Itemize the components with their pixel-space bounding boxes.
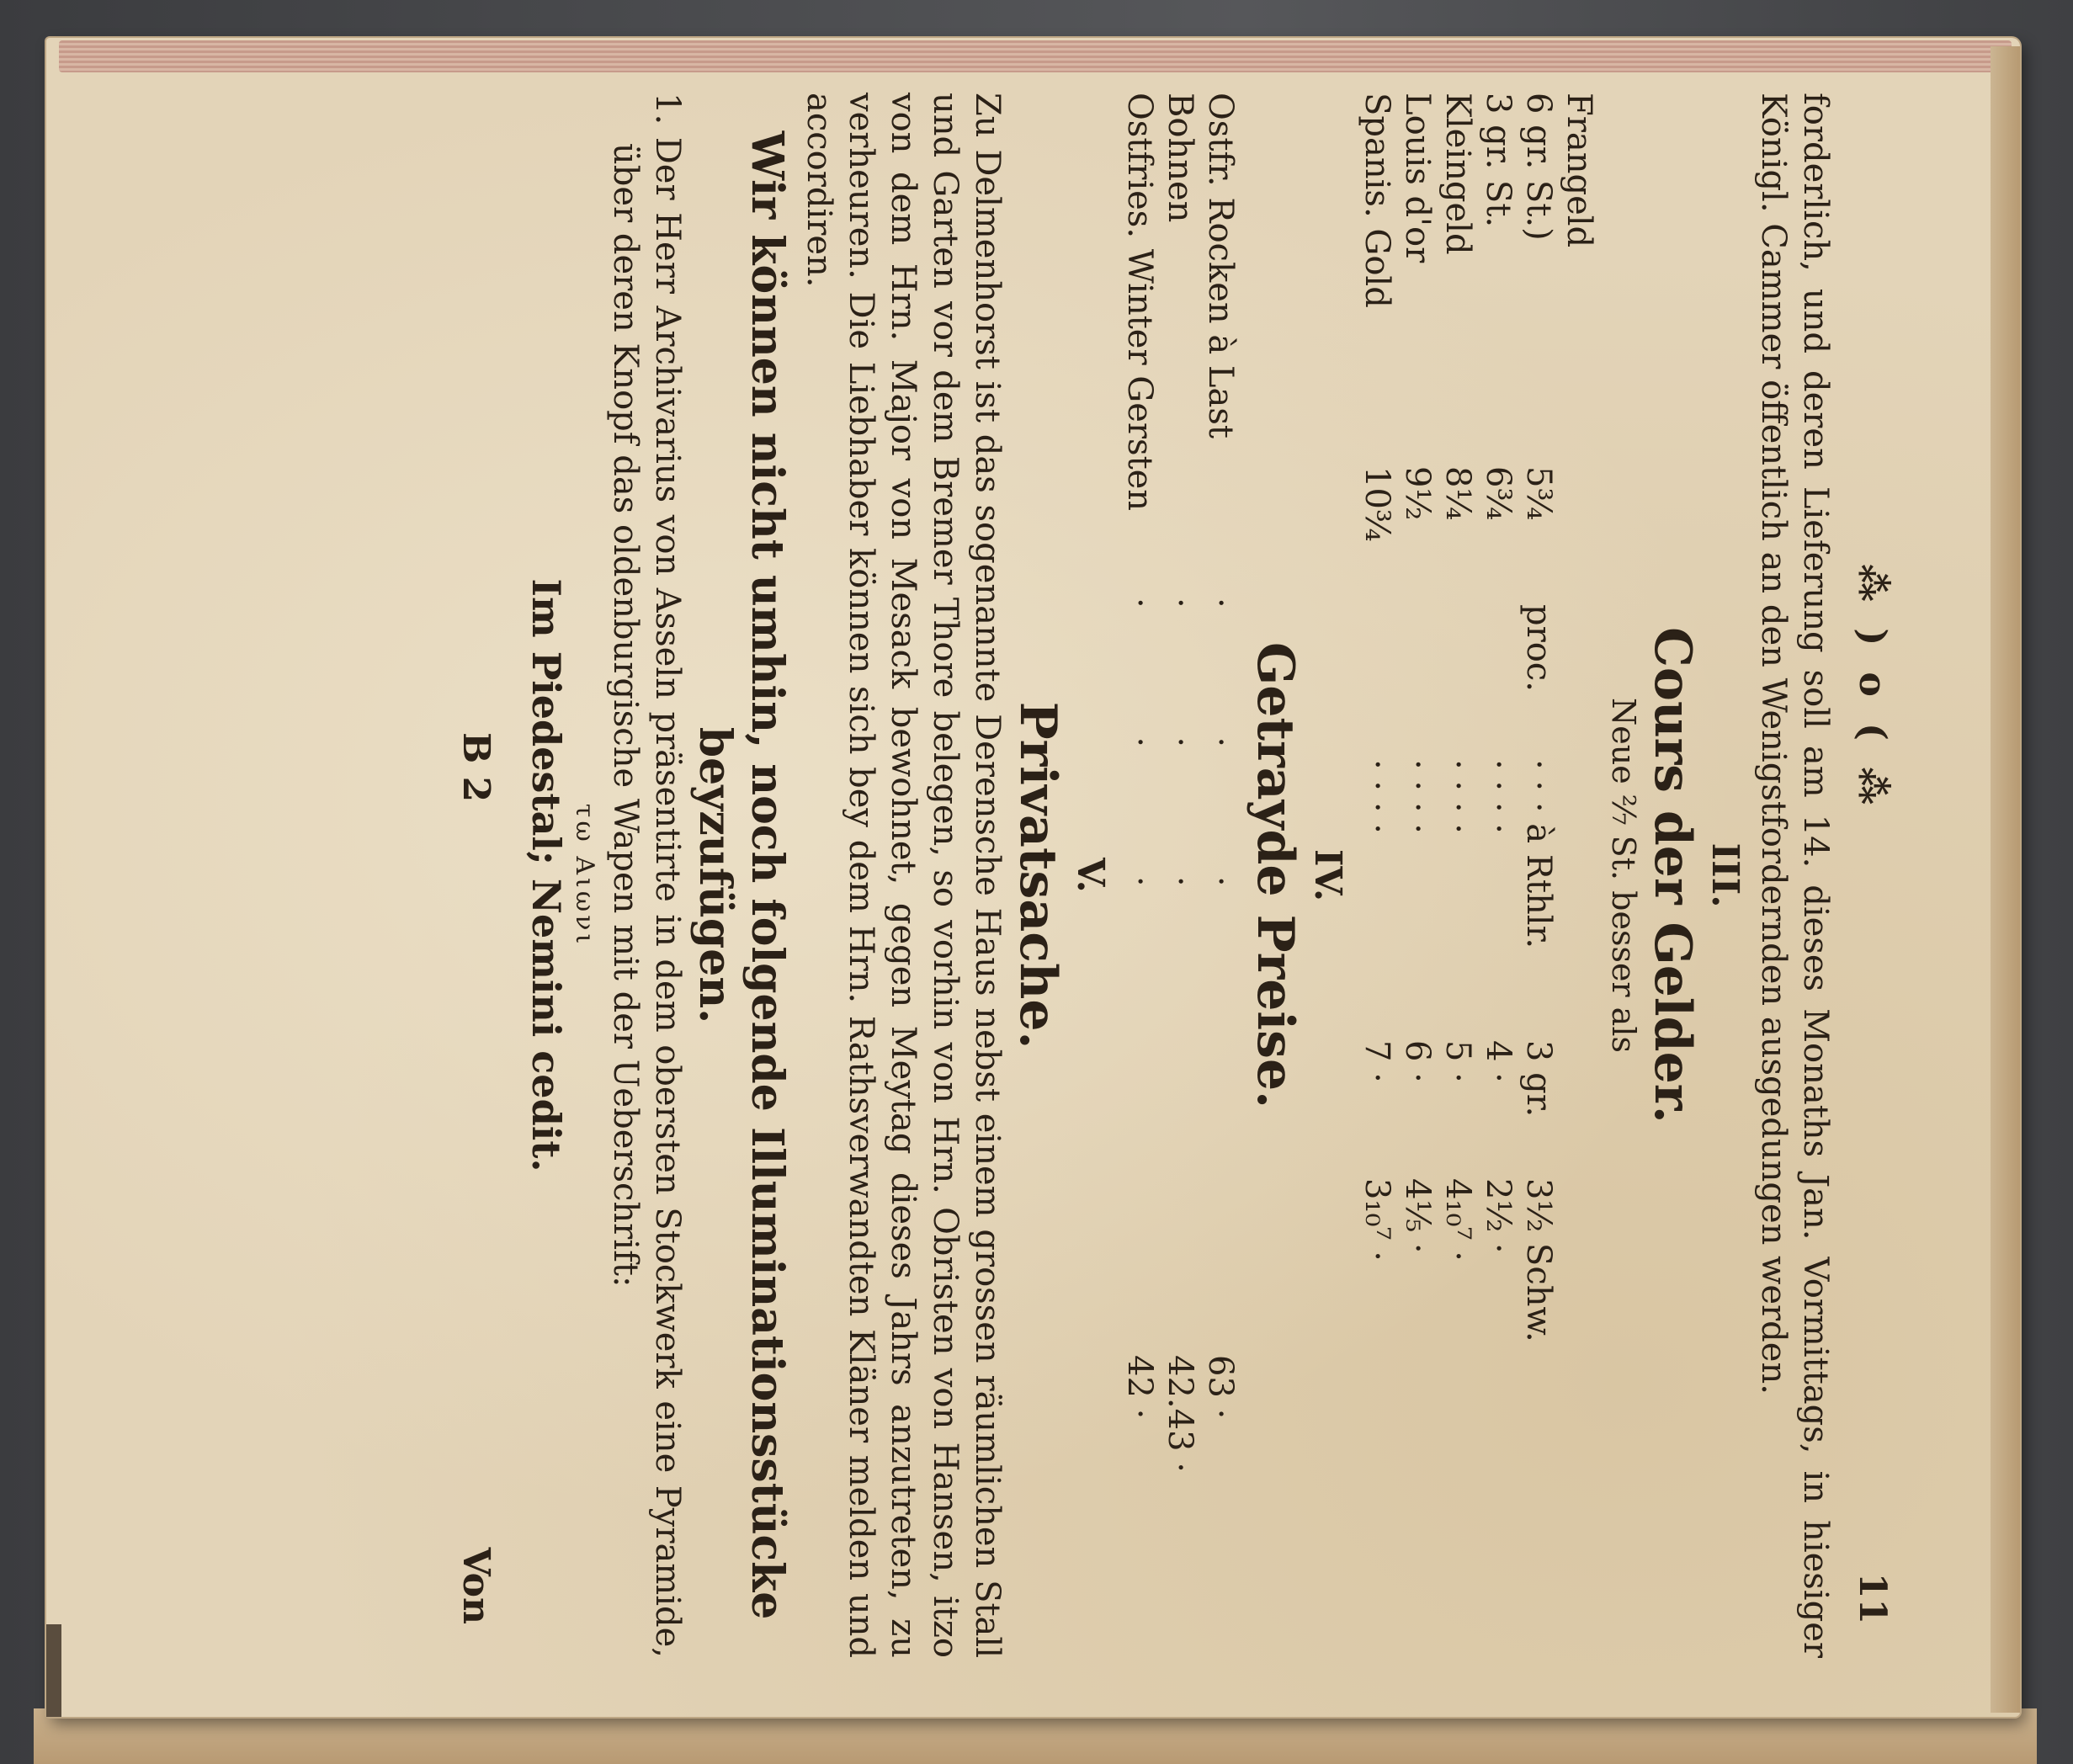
- binding-strip: [46, 1624, 61, 1717]
- table-row: Kleingeld 8¼ · · · · 5 · 4₁₀⁷ ·: [1438, 93, 1477, 1262]
- page-text-block: [118, 93, 1902, 1658]
- table-row: Louis d'or 9½ · · · · 6 · 4⅕ ·: [1398, 93, 1437, 1254]
- illumination-heading: Wir können nicht umhin, noch folgende Illuminationsstücke: [741, 130, 793, 1620]
- intro-paragraph: forderlich, und deren Lieferung soll am 14. dieses Monaths Jan. Vormittags, in hiesiger Königl. Cammer öffentlich an den Wenigstfordernden ausgedungen werden.: [1754, 93, 1835, 1658]
- table-row: Spanis. Gold 10¾ · · · · 7 · 3₁₀⁷ ·: [1358, 93, 1396, 1262]
- table-row: Ostfr. Rocken à Last · · · 63 ·: [1201, 93, 1240, 1420]
- section-subtitle-exchange: Neue ²⁄₇ St. besser als: [1605, 698, 1642, 1053]
- private-notice-paragraph: Zu Delmenhorst ist das sogenannte Derensche Haus nebst einem grossen räumlichen Stall und Garten vor dem Bremer Thore belegen, so vorhin von Hrn. Obristen von Hansen, itzo von dem Hrn. Major von Mesack bewohnet, gegen Meytag dieses Jahrs anzutreten, zu verheuren. Die Liebhaber können sich bey dem Hrn. Rathsverwandten Kläner melden und accordiren.: [800, 93, 1007, 1658]
- page-gutter: [1991, 46, 2020, 1713]
- illumination-item-1: 1. Der Herr Archivarius von Asseln präsentirte in dem obersten Stockwerk eine Pyramide, über deren Knopf das oldenburgische Wapen mit der Ueberschrift:: [606, 93, 687, 1658]
- section-title-exchange: Cours der Gelder.: [1643, 627, 1702, 1124]
- table-row: Frangeld: [1560, 93, 1598, 248]
- section-number-4: IV.: [1306, 848, 1349, 902]
- section-title-grain: Getrayde Preise.: [1246, 641, 1305, 1109]
- page-number: 11: [1851, 1572, 1894, 1624]
- table-row: Bohnen · · · 42.43 ·: [1161, 93, 1199, 1473]
- section-title-private: Privatsache.: [1008, 701, 1067, 1049]
- grain-price-table: [1119, 93, 1241, 1540]
- illumination-heading-cont: beyzufügen.: [689, 726, 741, 1024]
- table-row: 3 gr. St. 6¾ · · · · 4 · 2½ ·: [1479, 93, 1518, 1254]
- page-footer: [439, 93, 497, 1658]
- signature-mark: B 2: [454, 732, 497, 803]
- header-ornament: ⁂ ) o ( ⁂: [1851, 564, 1894, 812]
- section-number-5: V.: [1069, 858, 1112, 893]
- exchange-rate-table: [1357, 93, 1599, 1358]
- page-block-edge: [59, 40, 2012, 72]
- table-row: Ostfries. Winter Gersten · · · 42 ·: [1120, 93, 1159, 1420]
- catchword: Von: [454, 1547, 497, 1624]
- running-header: [1836, 93, 1902, 1658]
- section-number-3: III.: [1704, 842, 1746, 908]
- table-row: 6 gr. St.) 5¾ proc. · · · à Rthlr. 3 gr. 3½ Schw.: [1519, 93, 1558, 1342]
- pedestal-inscription: Im Piedestal; Nemini cedit.: [524, 578, 569, 1172]
- greek-inscription: τω Αιωνι: [570, 803, 599, 948]
